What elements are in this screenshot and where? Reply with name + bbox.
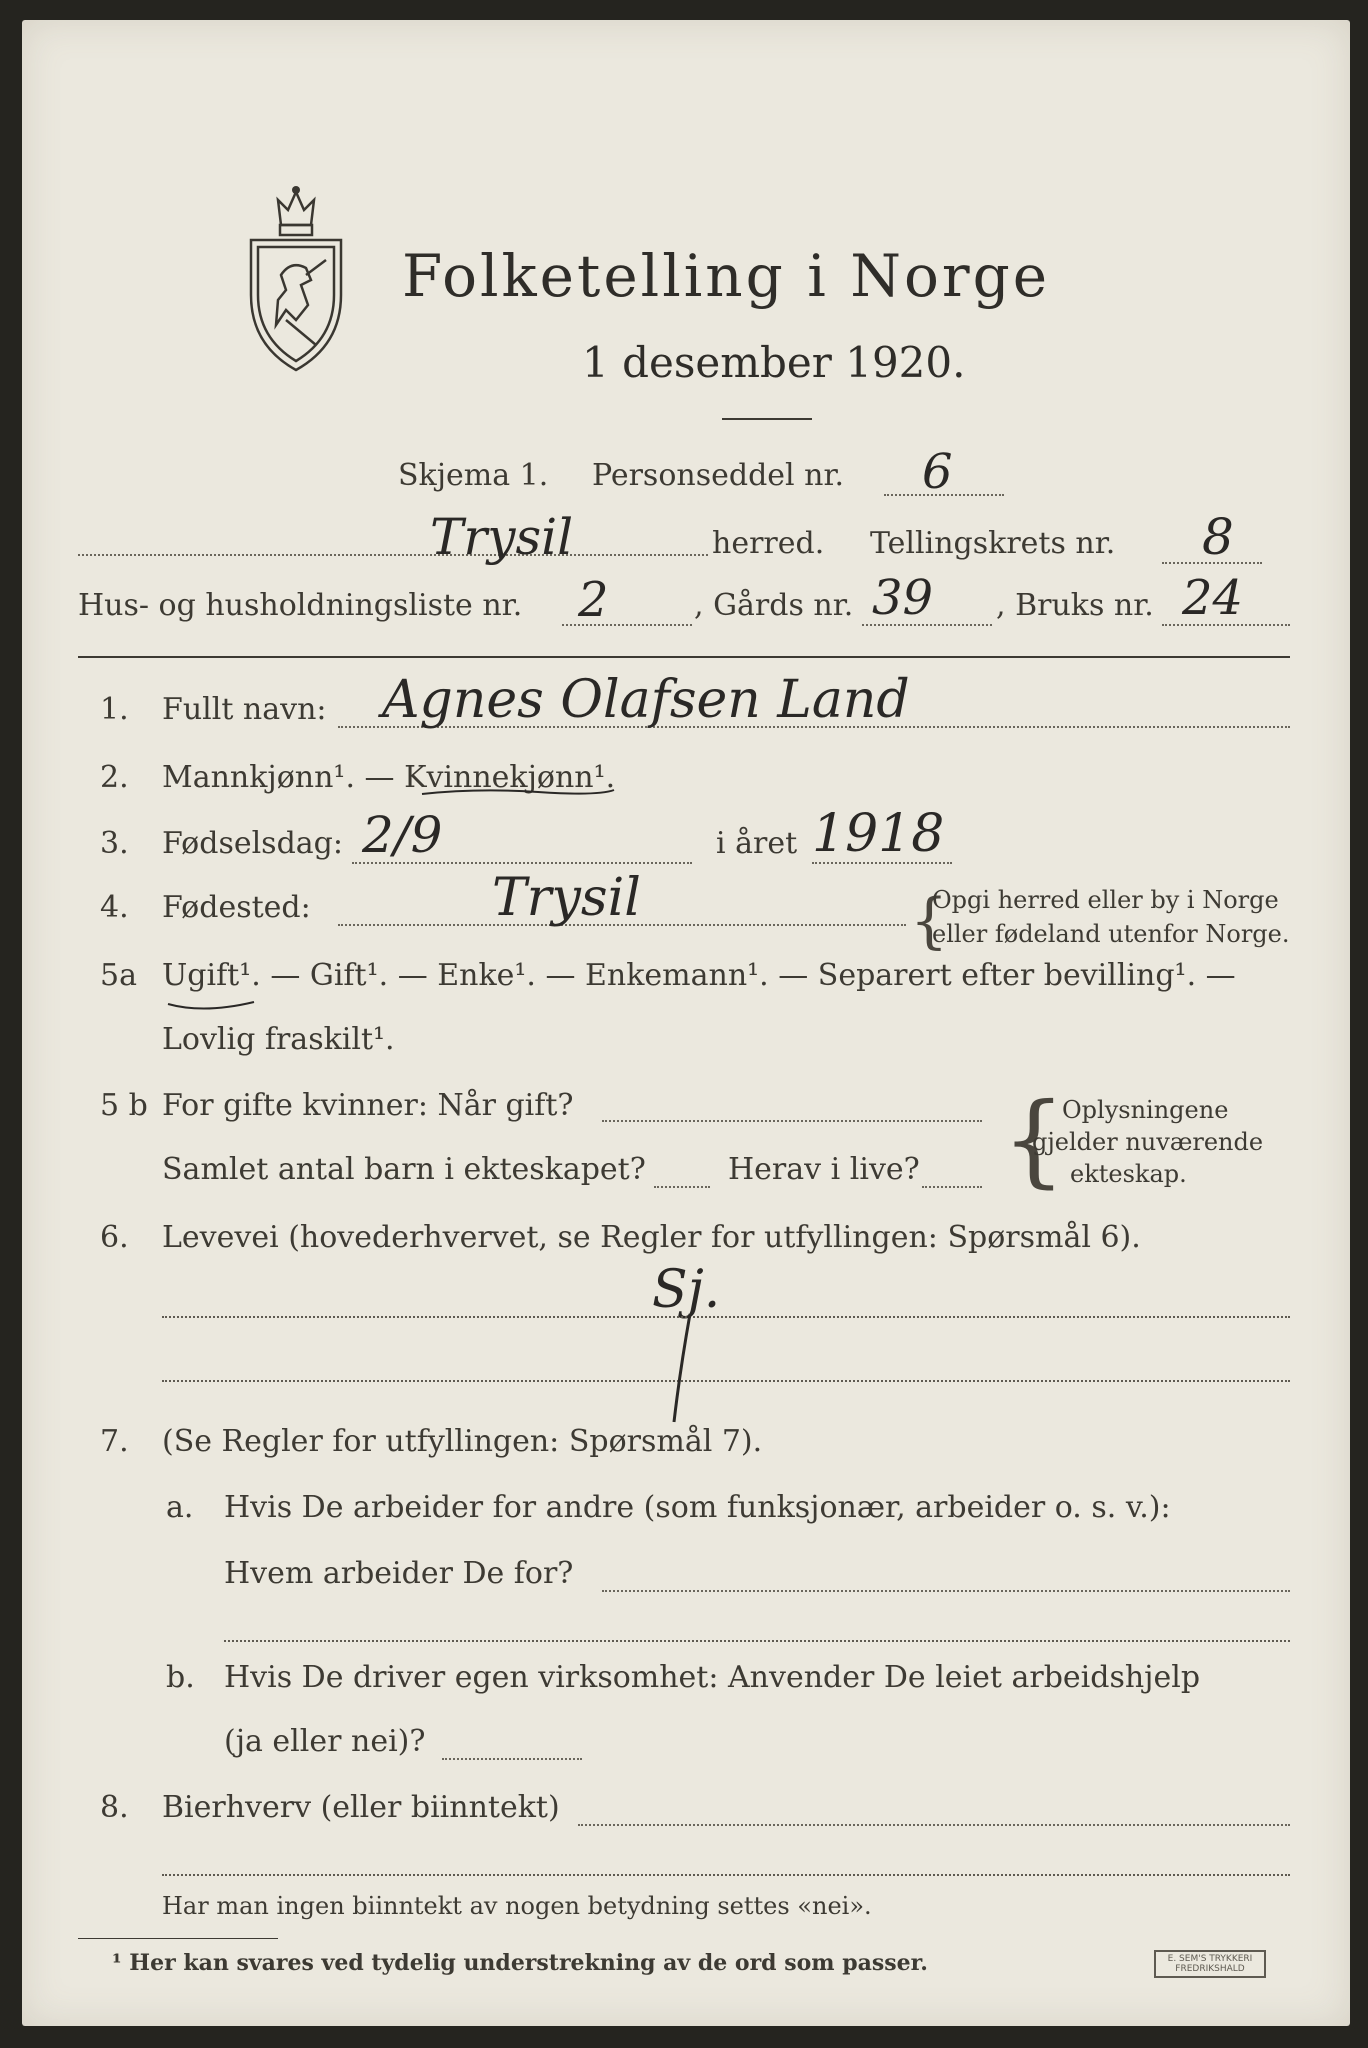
q4-value: Trysil [492, 868, 641, 928]
q3-number: 3. [100, 826, 129, 861]
q5b-children-line [654, 1186, 710, 1188]
q4-note-line1: Opgi herred eller by i Norge [932, 886, 1279, 914]
q5b-alive-line [922, 1186, 982, 1188]
q1-value: Agnes Olafsen Land [382, 670, 910, 730]
tellingskrets-label: Tellingskrets nr. [870, 526, 1116, 561]
q3-year-label: i året [716, 826, 798, 861]
herred-value: Trysil [430, 508, 574, 566]
form-title: Folketelling i Norge [402, 242, 1051, 310]
header-divider [78, 656, 1290, 658]
q7b-answer-line [442, 1758, 582, 1760]
q5b-line2a: Samlet antal barn i ekteskapet? [162, 1152, 646, 1187]
q6-line2 [162, 1380, 1290, 1382]
q5b-line2b: Herav i live? [728, 1152, 920, 1187]
personseddel-value: 6 [922, 444, 953, 500]
q5b-line1: For gifte kvinner: Når gift? [162, 1088, 574, 1123]
q1-number: 1. [100, 692, 129, 727]
q2-number: 2. [100, 760, 129, 795]
form-date: 1 desember 1920. [582, 338, 966, 387]
q5a-number: 5a [100, 958, 137, 993]
husliste-value: 2 [578, 572, 609, 628]
herred-line [78, 554, 708, 556]
q7a-answer-line [602, 1590, 1290, 1592]
q3-value: 2/9 [362, 806, 443, 864]
skjema-label: Skjema 1. [398, 458, 549, 493]
q8-line1 [578, 1824, 1290, 1826]
q6-label: Levevei (hovederhvervet, se Regler for utfyllingen: Spørsmål 6). [162, 1220, 1141, 1255]
q8-line2 [162, 1874, 1290, 1876]
q7b-number: b. [166, 1660, 195, 1695]
q7a-line2: Hvem arbeider De for? [224, 1556, 574, 1591]
q5b-note-line2: gjelder nuværende [1032, 1128, 1264, 1156]
q6-line1 [162, 1316, 1290, 1318]
q2-label: Mannkjønn¹. — Kvinnekjønn¹. [162, 760, 616, 795]
q7b-line2: (ja eller nei)? [224, 1724, 426, 1759]
q3-label: Fødselsdag: [162, 826, 343, 861]
q4-number: 4. [100, 890, 129, 925]
bruks-label: , Bruks nr. [996, 588, 1154, 623]
q5b-married-line [602, 1120, 982, 1122]
q7a-line1: Hvis De arbeider for andre (som funksjonær, arbeider o. s. v.): [224, 1490, 1171, 1525]
q8-number: 8. [100, 1790, 129, 1825]
q7a-number: a. [166, 1490, 194, 1525]
footnote: ¹ Her kan svares ved tydelig understrekning av de ord som passer. [112, 1950, 928, 1976]
footnote-divider [78, 1938, 278, 1939]
q7b-line1: Hvis De driver egen virksomhet: Anvender De leiet arbeidshjelp [224, 1660, 1201, 1695]
q7-label: (Se Regler for utfyllingen: Spørsmål 7). [162, 1424, 763, 1459]
q7a-extra-line [224, 1640, 1290, 1642]
kvinnekjonn-underline [418, 786, 618, 806]
gards-label: , Gårds nr. [694, 588, 854, 623]
coat-of-arms-icon [236, 180, 356, 380]
q7-number: 7. [100, 1424, 129, 1459]
printer-stamp: E. SEM'S TRYKKERI FREDRIKSHALD [1154, 1950, 1266, 1978]
bruks-value: 24 [1182, 570, 1244, 626]
q5b-note-line3: ekteskap. [1070, 1160, 1187, 1188]
q8-label: Bierhverv (eller biinntekt) [162, 1790, 560, 1825]
q4-label: Fødested: [162, 890, 311, 925]
q1-label: Fullt navn: [162, 692, 327, 727]
q6-pen-stroke [662, 1310, 702, 1430]
q5b-number: 5 b [100, 1088, 148, 1123]
census-form-page [22, 20, 1350, 2026]
ugift-underline [164, 998, 264, 1018]
q3-year-value: 1918 [812, 804, 945, 864]
q4-note-line2: eller fødeland utenfor Norge. [932, 920, 1290, 948]
footer-note: Har man ingen biinntekt av nogen betydning settes «nei». [162, 1892, 872, 1920]
q6-number: 6. [100, 1220, 129, 1255]
husliste-label: Hus- og husholdningsliste nr. [78, 588, 523, 623]
title-divider [722, 418, 812, 420]
herred-label: herred. [712, 526, 825, 561]
gards-value: 39 [872, 570, 934, 626]
q5a-line2: Lovlig fraskilt¹. [162, 1022, 395, 1057]
q5b-note-line1: Oplysningene [1062, 1096, 1229, 1124]
q5a-line1: Ugift¹. — Gift¹. — Enke¹. — Enkemann¹. — Separert efter bevilling¹. — [162, 958, 1236, 993]
q4-brace: { [910, 886, 949, 956]
q6-value: Sj. [652, 1260, 721, 1320]
tellingskrets-value: 8 [1202, 508, 1234, 566]
q5b-brace: { [1002, 1081, 1066, 1198]
personseddel-label: Personseddel nr. [592, 458, 845, 493]
